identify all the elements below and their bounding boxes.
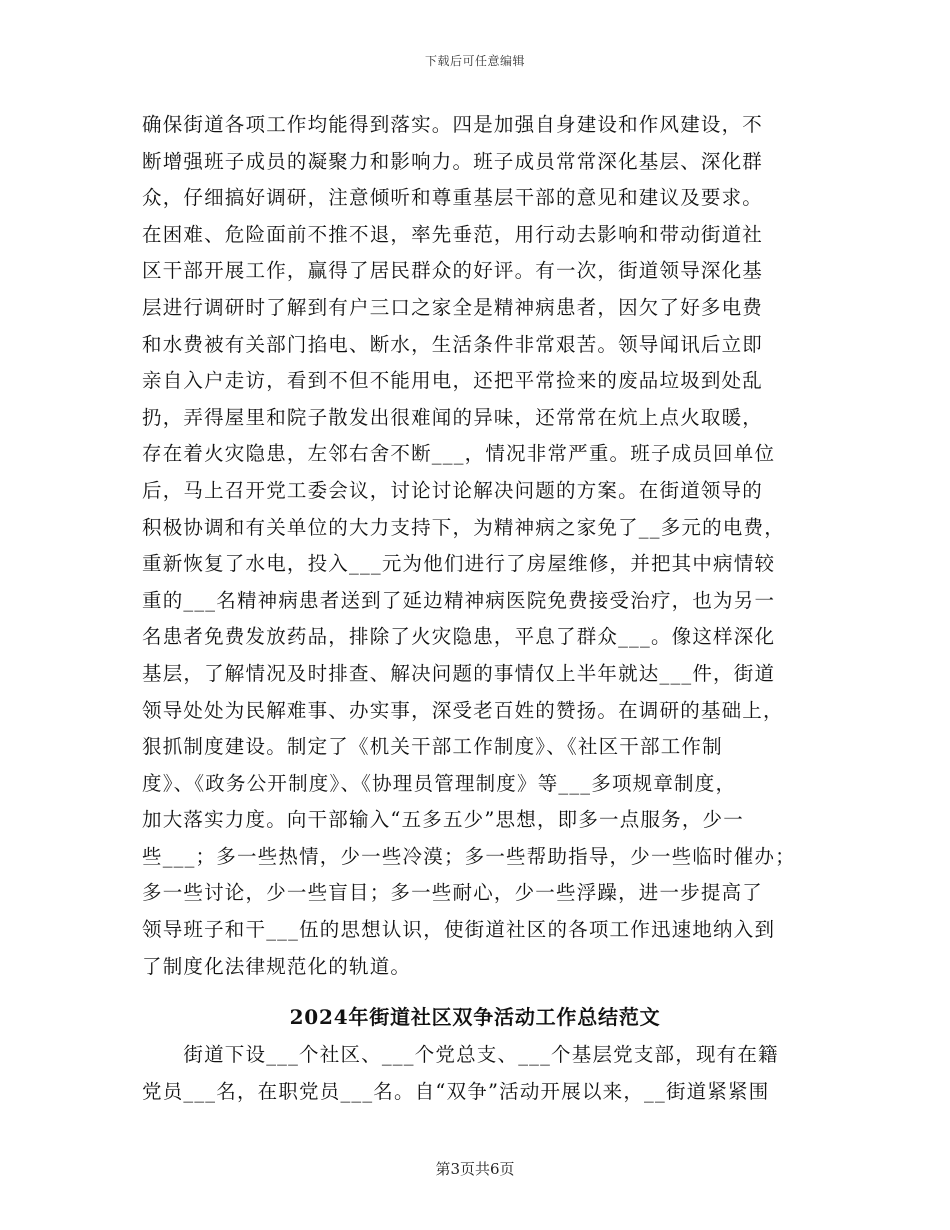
body-text-line: 层进行调研时了解到有户三口之家全是精神病患者，因欠了好多电费 [142,295,764,319]
body-text-line: 后，马上召开党工委会议，讨论讨论解决问题的方案。在街道领导的 [142,478,764,502]
section-text-line: 街道下设___个社区、___个党总支、___个基层党支部，现有在籍 [142,1043,779,1066]
body-text-line: 加大落实力度。向干部输入“五多五少”思想，即多一点服务，少一 [142,808,744,832]
document-body [142,107,832,985]
body-text-line: 在困难、危险面前不推不退，率先垂范，用行动去影响和带动街道社 [142,222,764,246]
body-text-line: 确保街道各项工作均能得到落实。四是加强自身建设和作风建设，不 [142,113,764,136]
body-text-line: 亲自入户走访，看到不但不能用电，还把平常捡来的废品垃圾到处乱 [142,369,764,393]
body-text-line: 名患者免费发放药品，排除了火灾隐患，平息了群众___。像这样深化 [142,625,776,649]
body-text-line: 重新恢复了水电，投入___元为他们进行了房屋维修，并把其中病情较 [142,552,776,576]
body-text-line: 领导处处为民解难事、办实事，深受老百姓的赞扬。在调研的基础上， [142,698,784,722]
body-text-line: 众，仔细搞好调研，注意倾听和尊重基层干部的意见和建议及要求。 [142,186,764,210]
body-text-line: 基层，了解情况及时排查、解决问题的事情仅上半年就达___件，街道 [142,661,776,685]
body-text-line: 扔，弄得屋里和院子散发出很难闻的异味，还常常在炕上点火取暖， [142,405,764,429]
body-text-line: 了制度化法律规范化的轨道。 [142,954,412,978]
body-text-line: 领导班子和干___伍的思想认识，使街道社区的各项工作迅速地纳入到 [142,918,776,942]
section-body [142,1037,832,1110]
body-text-line: 狠抓制度建设。制定了《机关干部工作制度》、《社区干部工作制 [142,735,723,759]
body-text-line: 重的___名精神病患者送到了延边精神病医院免费接受治疗，也为另一 [142,588,776,612]
page-number: 第3页共6页 [435,1160,515,1178]
body-text-line: 些___；多一些热情，少一些冷漠；多一些帮助指导，少一些临时催办； [142,844,796,868]
body-text-line: 多一些讨论，少一些盲目；多一些耐心，少一些浮躁，进一步提高了 [142,881,764,905]
section-text-line: 党员___名，在职党员___名。自“双争”活动开展以来，__街道紧紧围 [142,1079,770,1103]
body-text-line: 度》、《政务公开制度》、《协理员管理制度》等___多项规章制度， [142,771,737,795]
body-text-line: 区干部开展工作，赢得了居民群众的好评。有一次，街道领导深化基 [142,259,764,283]
page-header-note: 下载后可任意编辑 [424,54,525,68]
body-text-line: 积极协调和有关单位的大力支持下，为精神病之家免了__多元的电费， [142,515,785,539]
section-title: 2024年街道社区双争活动工作总结范文 [289,1005,661,1029]
body-text-line: 和水费被有关部门掐电、断水，生活条件非常艰苦。领导闻讯后立即 [142,332,764,356]
body-text-line: 存在着火灾隐患，左邻右舍不断___，情况非常严重。班子成员回单位 [142,442,776,466]
body-text-line: 断增强班子成员的凝聚力和影响力。班子成员常常深化基层、深化群 [142,149,764,173]
